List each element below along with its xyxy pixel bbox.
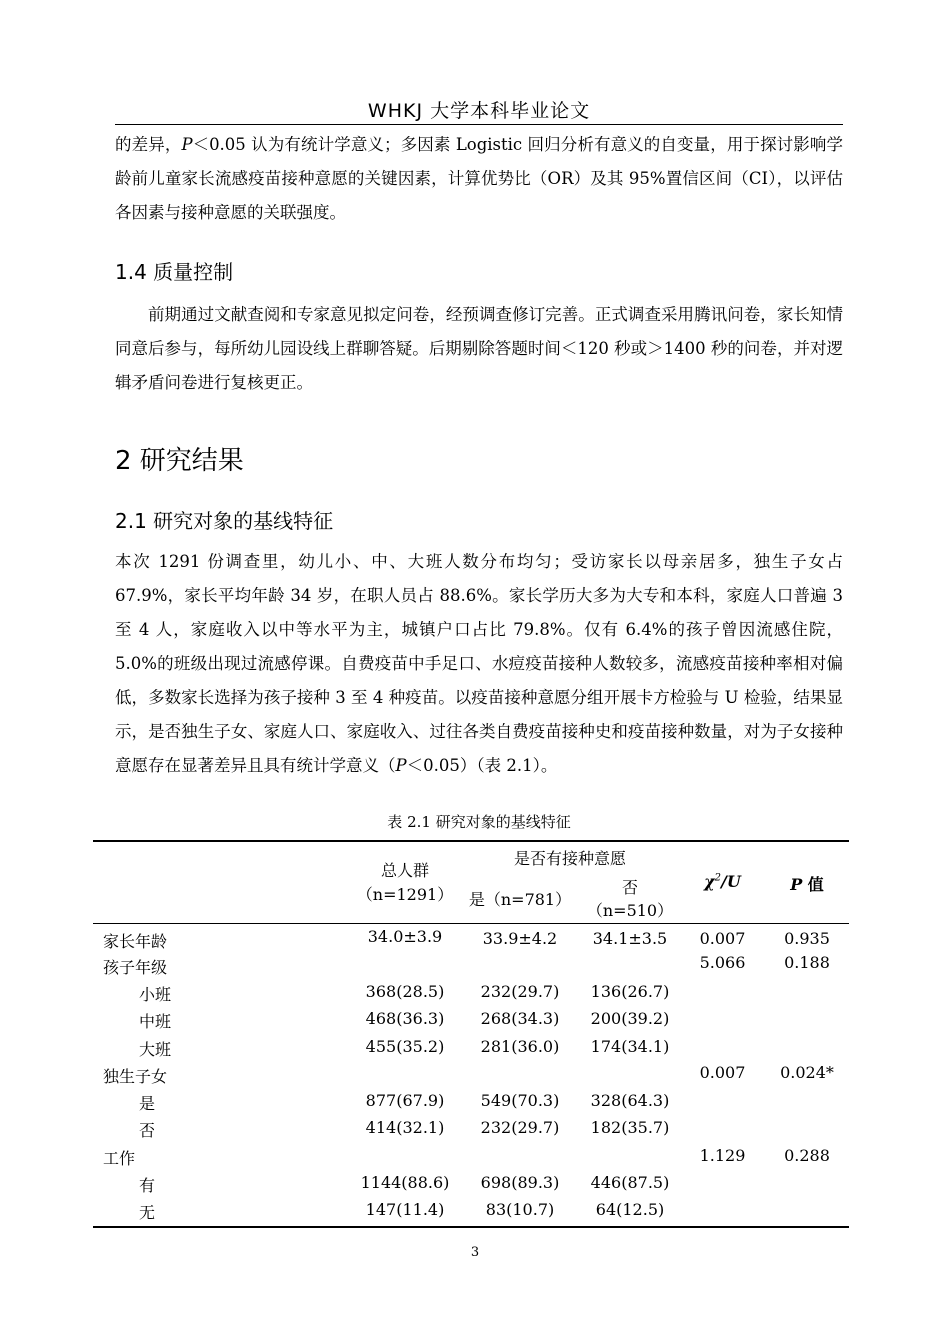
- row-label: 孩子年级: [103, 958, 168, 977]
- row-label: 否: [139, 1121, 156, 1140]
- cell-total: 34.0±3.9: [367, 927, 443, 946]
- intro-text-a: 的差异，: [115, 135, 182, 154]
- chi-symbol: χ: [704, 872, 715, 891]
- row-label: 大班: [139, 1040, 172, 1059]
- cell-no: 174(34.1): [590, 1037, 670, 1056]
- row-label: 是: [139, 1094, 156, 1113]
- cell-total: 147(11.4): [365, 1200, 445, 1219]
- row-label: 中班: [139, 1012, 172, 1031]
- section-1-4-body: 前期通过文献查阅和专家意见拟定问卷，经预调查修订完善。正式调查采用腾讯问卷，家长知情同意后参与，每所幼儿园设线上群聊答疑。后期剔除答题时间＜120 秒或＞1400 秒的问卷，并对逻辑矛盾问卷进行复核更正。: [115, 305, 843, 392]
- no-header: 否: [621, 878, 638, 897]
- page-number: 3: [470, 1245, 480, 1260]
- row-label: 工作: [103, 1149, 136, 1168]
- table-top-rule: [93, 840, 849, 842]
- no-header-n: （n=510）: [586, 901, 674, 920]
- cell-no: 446(87.5): [590, 1173, 670, 1192]
- p-symbol: P: [181, 135, 193, 154]
- cell-chi: 0.007: [699, 929, 746, 948]
- cell-p: 0.188: [784, 953, 830, 972]
- yes-header: 是（n=781）: [468, 890, 572, 909]
- cell-yes: 232(29.7): [480, 1118, 560, 1137]
- intro-text-b: ＜0.05 认为有统计学意义；多因素 Logistic 回归分析有意义的自变量，用于探讨影响学龄前儿童家长流感疫苗接种意愿的关键因素，计算优势比（OR）及其 95%置信区间（CI），以评估各因素与接种意愿的关联强度。: [115, 135, 844, 222]
- group-header: 是否有接种意愿: [513, 849, 626, 868]
- cell-yes: 268(34.3): [480, 1009, 560, 1028]
- section-2-1-body: [115, 545, 843, 783]
- cell-total: 468(36.3): [365, 1009, 445, 1028]
- cell-yes: 83(10.7): [485, 1200, 555, 1219]
- section-1-4-title: 1.4 质量控制: [115, 260, 234, 284]
- row-label: 独生子女: [103, 1067, 168, 1086]
- cell-no: 64(12.5): [595, 1200, 665, 1219]
- chi-sup: 2: [714, 872, 722, 884]
- p-symbol: P: [790, 875, 803, 894]
- section-2-1-text: 本次 1291 份调查里，幼儿小、中、大班人数分布均匀；受访家长以母亲居多，独生子女占 67.9%，家长平均年龄 34 岁，在职人员占 88.6%。家长学历大多为大专和本科，家庭人口普遍 3 至 4 人，家庭收入以中等水平为主，城镇户口占比 79.8%。仅有 6.4%的孩子曾因流感住院，5.0%的班级出现过流感停课。自费疫苗中手足口、水痘疫苗接种人数较多，流感疫苗接种率相对偏低，多数家长选择为孩子接种 3 至 4 种疫苗。以疫苗接种意愿分组开展卡方检验与 U 检验，结果显示，是否独生子女、家庭人口、家庭收入、过往各类自费疫苗接种史和疫苗接种数量，对为子女接种意愿存在显著差异且具有统计学意义（: [115, 552, 843, 775]
- cell-yes: 281(36.0): [480, 1037, 560, 1056]
- cell-total: 414(32.1): [365, 1118, 445, 1137]
- table-caption: 表 2.1 研究对象的基线特征: [387, 813, 571, 831]
- cell-total: 1144(88.6): [360, 1173, 450, 1192]
- cell-no: 34.1±3.5: [592, 929, 668, 948]
- cell-yes: 549(70.3): [480, 1091, 560, 1110]
- cell-total: 368(28.5): [365, 982, 445, 1001]
- cell-p: 0.288: [784, 1146, 830, 1165]
- total-header-n: （n=1291）: [356, 885, 454, 904]
- chi-rest: /U: [721, 872, 741, 891]
- cell-yes: 698(89.3): [480, 1173, 560, 1192]
- cell-total: 877(67.9): [365, 1091, 445, 1110]
- cell-yes: 33.9±4.2: [482, 929, 558, 948]
- cell-no: 182(35.7): [590, 1118, 670, 1137]
- cell-yes: 232(29.7): [480, 982, 560, 1001]
- table-header-rule: [93, 923, 849, 924]
- cell-total: 455(35.2): [365, 1037, 445, 1056]
- page-header: WHKJ 大学本科毕业论文: [367, 100, 591, 122]
- cell-chi: 5.066: [699, 953, 746, 972]
- cell-p: 0.024*: [780, 1063, 834, 1082]
- table-bottom-rule: [93, 1226, 849, 1228]
- row-label: 有: [139, 1176, 156, 1195]
- cell-no: 200(39.2): [590, 1009, 670, 1028]
- p-symbol: P: [395, 756, 407, 775]
- row-label: 家长年龄: [103, 932, 168, 951]
- cell-p: 0.935: [784, 929, 830, 948]
- cell-chi: 1.129: [699, 1146, 746, 1165]
- chi-header: [690, 872, 755, 891]
- section-2-1-tail: ＜0.05）（表 2.1）。: [406, 756, 558, 775]
- cell-no: 328(64.3): [590, 1091, 670, 1110]
- row-label: 无: [139, 1203, 156, 1222]
- p-header-rest: 值: [802, 875, 824, 894]
- p-header: [772, 872, 842, 895]
- section-2-1-title: 2.1 研究对象的基线特征: [115, 509, 334, 533]
- header-rule: [115, 124, 843, 125]
- section-2-title: 2 研究结果: [115, 446, 244, 476]
- total-header: 总人群: [380, 861, 429, 880]
- row-label: 小班: [139, 985, 172, 1004]
- cell-chi: 0.007: [699, 1063, 746, 1082]
- intro-paragraph: [115, 128, 843, 230]
- cell-no: 136(26.7): [590, 982, 670, 1001]
